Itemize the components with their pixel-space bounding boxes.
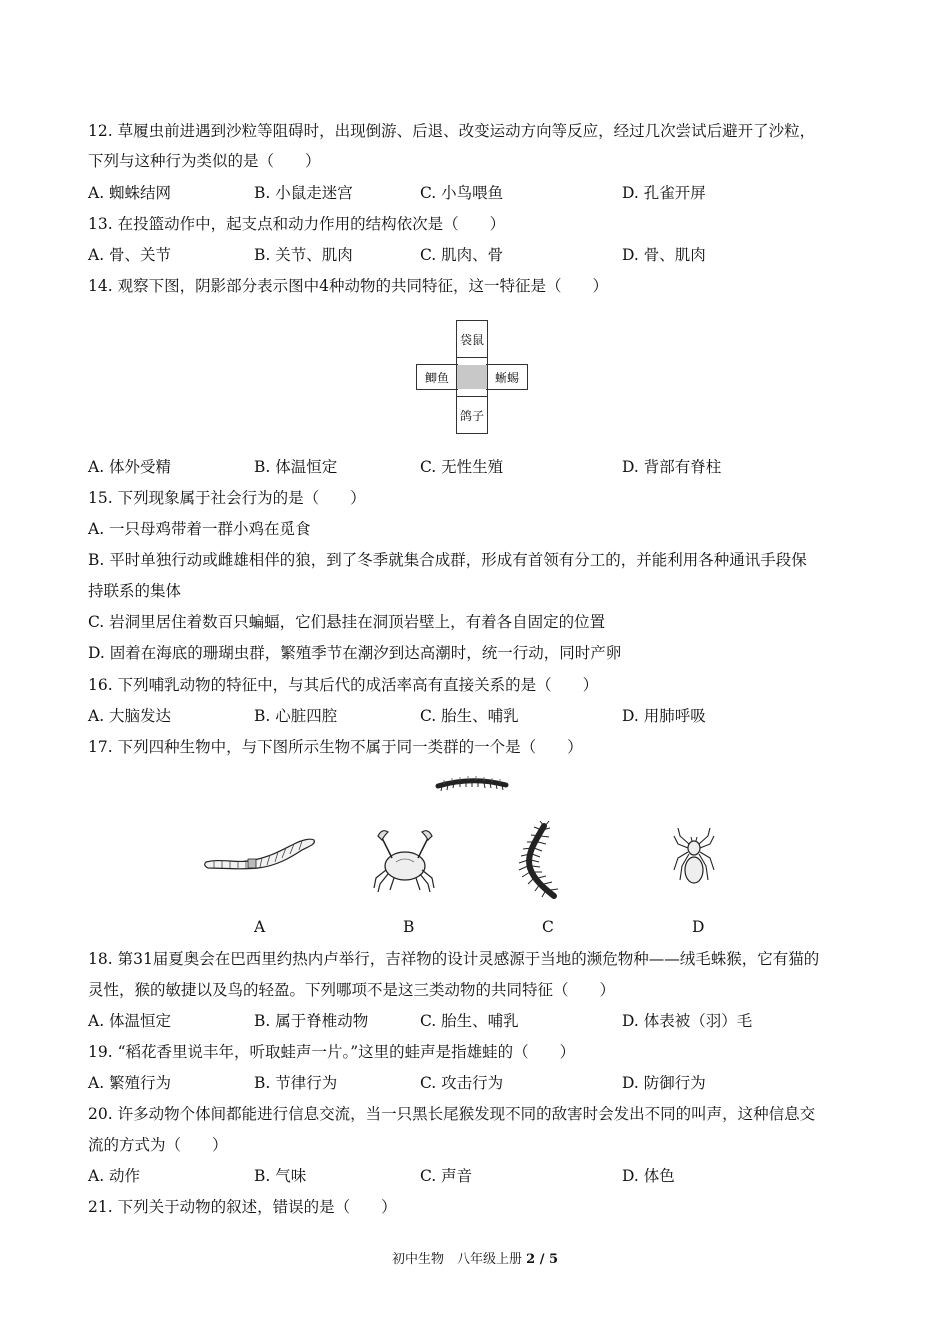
q15-option-c[interactable]: C. 岩洞里居住着数百只蝙蝠，它们悬挂在洞顶岩壁上，有着各自固定的位置 [88,613,606,631]
q17-label-d: D [692,918,705,936]
q12-option-a[interactable]: A. 蜘蛛结网 [88,184,172,202]
q16-option-b[interactable]: B. 心脏四腔 [254,707,338,725]
q12-option-b[interactable]: B. 小鼠走迷宫 [254,184,353,202]
crab-icon [372,826,438,896]
q18-option-a[interactable]: A. 体温恒定 [88,1012,172,1030]
q17-label-a: A [254,918,266,936]
page-footer [0,1248,950,1267]
q13-option-b[interactable]: B. 关节、肌肉 [254,246,353,264]
q17-label-c: C [542,918,554,936]
q18-stem-line2: 灵性，猴的敏捷以及鸟的轻盈。下列哪项不是这三类动物的共同特征（ ） [88,981,616,999]
centipede-icon [514,820,564,900]
q12-stem-line2: 下列与这种行为类似的是（ ） [88,152,321,170]
q20-option-b[interactable]: B. 气味 [254,1167,307,1185]
q18-option-b[interactable]: B. 属于脊椎动物 [254,1012,369,1030]
q12-option-d[interactable]: D. 孔雀开屏 [622,184,706,202]
q14-stem: 14. 观察下图，阴影部分表示图中4种动物的共同特征，这一特征是（ ） [88,277,608,295]
q14-option-b[interactable]: B. 体温恒定 [254,458,338,476]
q19-option-c[interactable]: C. 攻击行为 [420,1074,504,1092]
q14-option-a[interactable]: A. 体外受精 [88,458,172,476]
cross-cell-bottom: 鸽子 [456,396,488,434]
q13-option-a[interactable]: A. 骨、关节 [88,246,172,264]
q19-option-b[interactable]: B. 节律行为 [254,1074,338,1092]
q15-option-a[interactable]: A. 一只母鸡带着一群小鸡在觅食 [88,520,311,538]
q18-option-c[interactable]: C. 胎生、哺乳 [420,1012,519,1030]
shared-feature-shade [457,365,487,389]
q14-cross-diagram [416,320,528,434]
q15-stem: 15. 下列现象属于社会行为的是（ ） [88,489,366,507]
q18-option-d[interactable]: D. 体表被（羽）毛 [622,1012,753,1030]
earthworm-icon [202,830,318,876]
q20-option-d[interactable]: D. 体色 [622,1167,675,1185]
q17-stem: 17. 下列四种生物中，与下图所示生物不属于同一类群的一个是（ ） [88,738,583,756]
page-number: 2 / 5 [526,1252,559,1267]
q19-option-d[interactable]: D. 防御行为 [622,1074,706,1092]
q13-option-d[interactable]: D. 骨、肌肉 [622,246,706,264]
q20-stem-line1: 20. 许多动物个体间都能进行信息交流，当一只黑长尾猴发现不同的敌害时会发出不同的叫声，这种信息交 [88,1105,816,1123]
q16-option-d[interactable]: D. 用肺呼吸 [622,707,706,725]
q14-option-c[interactable]: C. 无性生殖 [420,458,504,476]
q16-option-c[interactable]: C. 胎生、哺乳 [420,707,519,725]
q21-stem: 21. 下列关于动物的叙述，错误的是（ ） [88,1198,397,1216]
q12-option-c[interactable]: C. 小鸟喂鱼 [420,184,504,202]
millipede-icon [434,774,510,794]
q17-label-b: B [403,918,415,936]
cross-cell-top: 袋鼠 [456,320,488,358]
q12-stem-line1: 12. 草履虫前进遇到沙粒等阻碍时，出现倒游、后退、改变运动方向等反应，经过几次尝试后避开了沙粒， [88,122,816,140]
spider-icon [672,826,716,896]
q20-option-c[interactable]: C. 声音 [420,1167,473,1185]
cross-cell-left: 鲫鱼 [416,364,458,390]
q13-option-c[interactable]: C. 肌肉、骨 [420,246,504,264]
q20-stem-line2: 流的方式为（ ） [88,1136,228,1154]
footer-subject: 初中生物 八年级上册 [391,1252,527,1267]
q15-option-b-line1[interactable]: B. 平时单独行动或雌雄相伴的狼，到了冬季就集合成群，形成有首领有分工的，并能利用各种通讯手段保 [88,551,807,569]
cross-cell-right: 蜥蜴 [486,364,528,390]
q13-stem: 13. 在投篮动作中，起支点和动力作用的结构依次是（ ） [88,215,506,233]
q19-option-a[interactable]: A. 繁殖行为 [88,1074,172,1092]
q16-option-a[interactable]: A. 大脑发达 [88,707,172,725]
q18-stem-line1: 18. 第31届夏奥会在巴西里约热内卢举行，吉祥物的设计灵感源于当地的濒危物种——绒毛蛛猴，它有猫的 [88,950,820,968]
q19-stem: 19. “稻花香里说丰年，听取蛙声一片。”这里的蛙声是指雄蛙的（ ） [88,1043,576,1061]
q20-option-a[interactable]: A. 动作 [88,1167,141,1185]
q14-option-d[interactable]: D. 背部有脊柱 [622,458,722,476]
q16-stem: 16. 下列哺乳动物的特征中，与其后代的成活率高有直接关系的是（ ） [88,676,599,694]
q15-option-b-line2[interactable]: 持联系的集体 [88,582,182,600]
q15-option-d[interactable]: D. 固着在海底的珊瑚虫群，繁殖季节在潮汐到达高潮时，统一行动，同时产卵 [88,644,622,662]
